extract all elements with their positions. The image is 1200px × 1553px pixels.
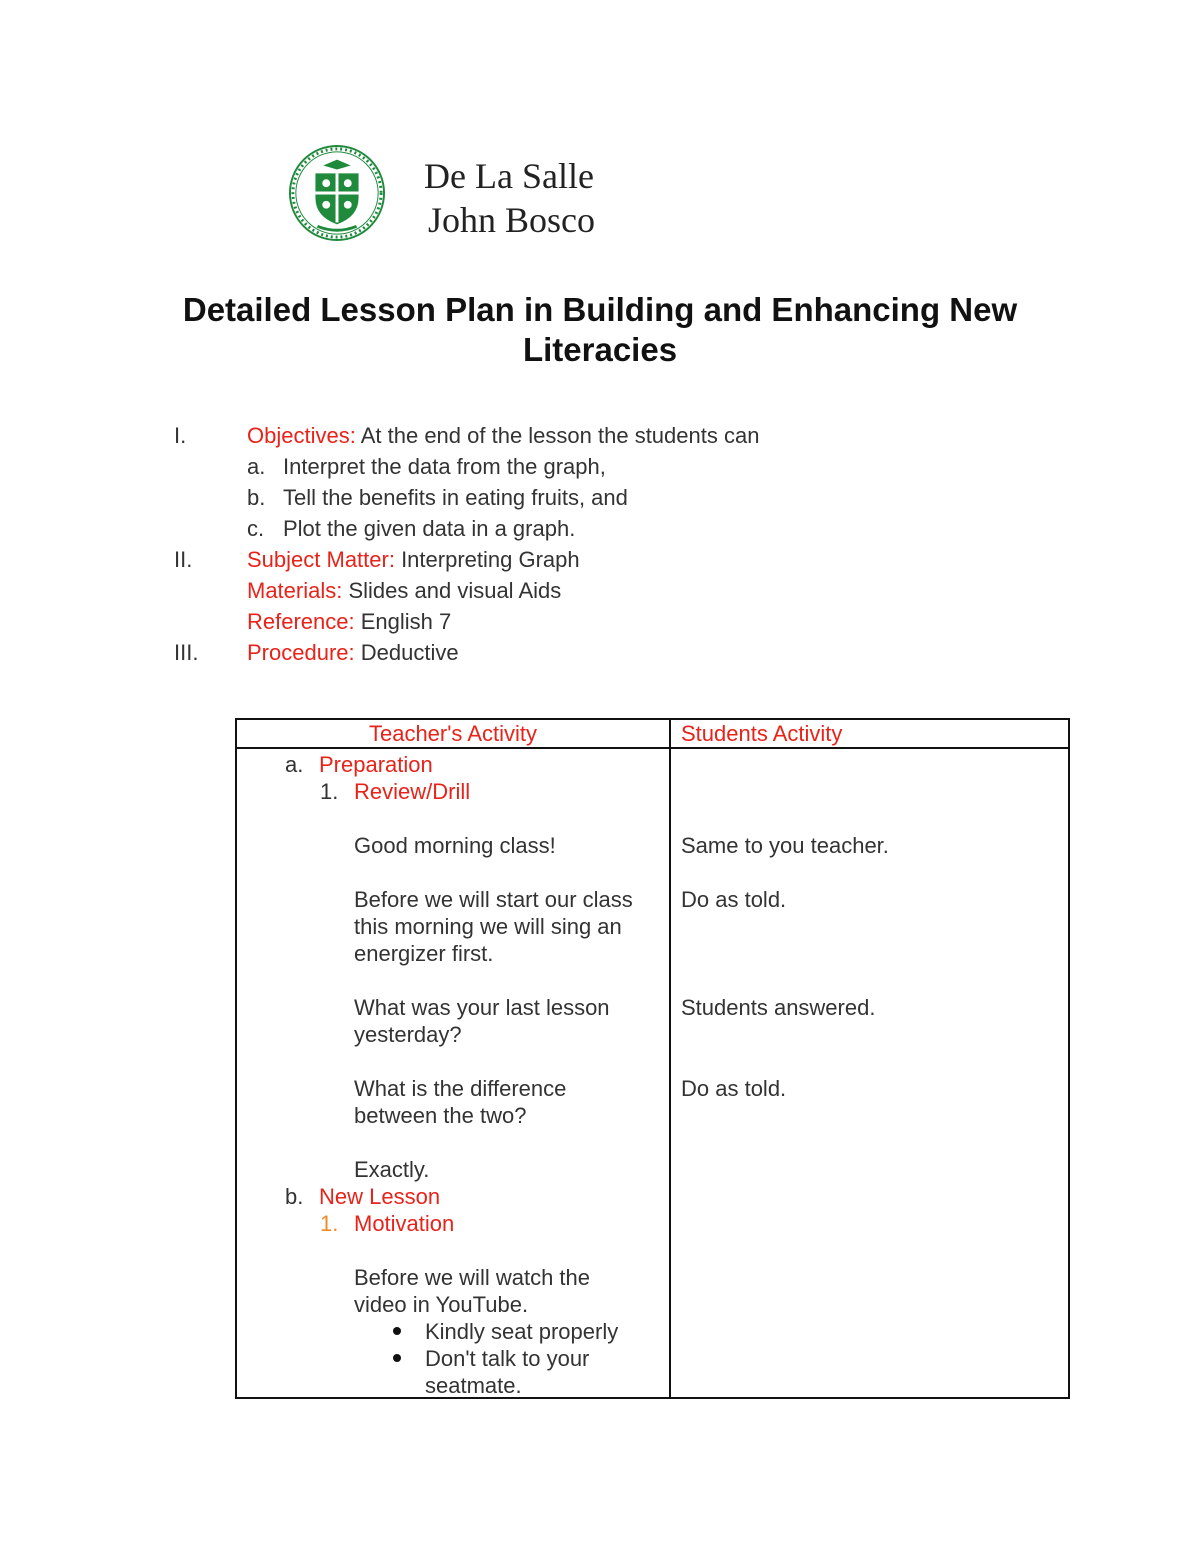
difference-line1: What is the difference [354, 1076, 567, 1101]
last-lesson-line2: yesterday? [354, 1022, 462, 1047]
reference-label: Reference: [247, 609, 355, 634]
exactly-text: Exactly. [354, 1157, 430, 1182]
subject-matter-text: Interpreting Graph [394, 547, 580, 572]
table-row [236, 748, 1069, 1398]
students-activity-header: Students Activity [670, 719, 1069, 748]
school-name-line1: De La Salle [424, 156, 594, 196]
review-num: 1. [320, 779, 339, 804]
item-text: Interpret the data from the graph, [283, 454, 606, 479]
reference-text: English 7 [354, 609, 452, 634]
document-title [100, 290, 1100, 370]
student-reply: Same to you teacher. [681, 833, 889, 858]
last-lesson-line1: What was your last lesson [354, 995, 610, 1020]
bullet-item: Don't talk to your [425, 1346, 590, 1371]
new-lesson-letter: b. [285, 1184, 304, 1209]
objective-item [174, 451, 934, 482]
energizer-line2: this morning we will sing an [354, 914, 622, 939]
prep-letter: a. [285, 752, 304, 777]
school-name-line2: John Bosco [428, 200, 596, 240]
table-header-row [236, 719, 1069, 748]
prep-label: Preparation [319, 752, 433, 777]
school-header [288, 144, 648, 244]
materials-label: Materials: [247, 578, 343, 603]
title-line2: Literacies [522, 331, 678, 368]
materials-text: Slides and visual Aids [342, 578, 562, 603]
school-seal-icon [288, 144, 386, 242]
energizer-line1: Before we will start our class [354, 887, 633, 912]
subject-matter-label: Subject Matter: [247, 547, 395, 572]
bullet-item-continued: seatmate. [425, 1373, 522, 1398]
bullet-item: Kindly seat properly [425, 1319, 619, 1344]
item-text: Plot the given data in a graph. [283, 516, 576, 541]
motivation-num: 1. [320, 1211, 339, 1236]
new-lesson-label: New Lesson [319, 1184, 441, 1209]
subject-matter-line [174, 544, 934, 575]
title-line1: Detailed Lesson Plan in Building and Enhancing New [182, 291, 1018, 328]
objectives-label: Objectives: [247, 423, 356, 448]
energizer-line3: energizer first. [354, 941, 494, 966]
item-letter: b. [247, 485, 266, 510]
video-line1: Before we will watch the [354, 1265, 590, 1290]
materials-line [174, 575, 934, 606]
procedure-label: Procedure: [247, 640, 355, 665]
motivation-label: Motivation [354, 1211, 455, 1236]
objectives-line [174, 420, 934, 451]
item-letter: c. [247, 516, 265, 541]
lesson-outline [174, 420, 934, 668]
teacher-column [236, 748, 670, 1398]
item-text: Tell the benefits in eating fruits, and [283, 485, 628, 510]
bullet-icon [393, 1354, 401, 1362]
student-reply: Do as told. [681, 887, 787, 912]
bullet-icon [393, 1327, 401, 1335]
numeral: III. [174, 640, 199, 665]
numeral: II. [174, 547, 193, 572]
teacher-activity-header: Teacher's Activity [236, 719, 670, 748]
students-column [670, 748, 1069, 1398]
school-name [424, 154, 595, 242]
procedure-text: Deductive [354, 640, 459, 665]
student-reply: Do as told. [681, 1076, 787, 1101]
video-line2: video in YouTube. [354, 1292, 529, 1317]
reference-line [174, 606, 934, 637]
difference-line2: between the two? [354, 1103, 527, 1128]
objectives-text: At the end of the lesson the students can [355, 423, 760, 448]
greeting-text: Good morning class! [354, 833, 556, 858]
student-reply: Students answered. [681, 995, 876, 1020]
procedure-line [174, 637, 934, 668]
review-label: Review/Drill [354, 779, 471, 804]
activity-table [235, 718, 1070, 1399]
objective-item [174, 482, 934, 513]
item-letter: a. [247, 454, 266, 479]
objective-item [174, 513, 934, 544]
numeral: I. [174, 423, 187, 448]
